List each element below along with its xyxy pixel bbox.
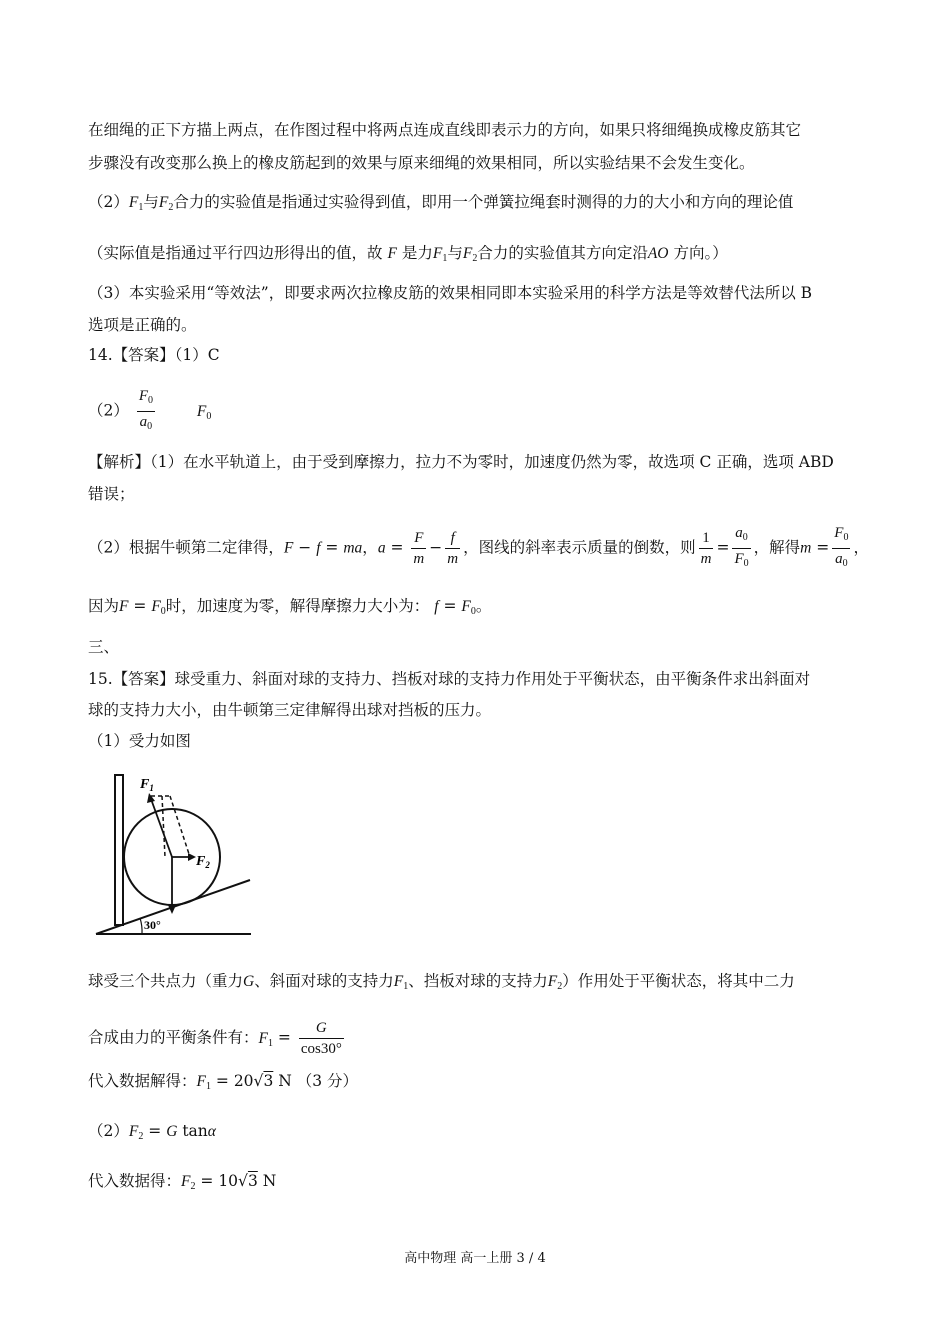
text-line: $(2)F_1$与$F_2$合力的实验值是指通过实验得到值，即用一个弹簧拉绳套时测得的力的大小和方向的理论值 (88, 193, 794, 213)
text-line: （2） $\frac{F_0}{a_0}$ $F_0$ (88, 386, 211, 437)
text-line: 因为$F = F_0$时，加速度为零，解得摩擦力大小为： $f = F_0$。 (88, 597, 492, 617)
text-line: 球受三个共点力（重力G、斜面对球的支持力$F_1$、挡板对球的支持力$F_2$）作用处于平衡状态，将其中二力 (88, 972, 795, 992)
text-line: 【解析】（1）在水平轨道上，由于受到摩擦力，拉力不为零时，加速度仍然为零，故选项 C 正确，选项 ABD (88, 453, 834, 471)
angle-label: 30° (144, 918, 161, 932)
section-heading: 三、 (88, 638, 120, 656)
text-line: 合成由力的平衡条件有：$F_1$ = $\frac{G}{\cos 30^\circ}$ (88, 1020, 342, 1057)
text-line: （3）本实验采用“等效法”，即要求两次拉橡皮筋的效果相同即本实验采用的科学方法是等效替代法所以 B (88, 284, 813, 302)
text-line: （1）受力如图 (88, 732, 191, 750)
text-line: 球的支持力大小，由牛顿第三定律解得出球对挡板的压力。 (88, 701, 492, 719)
answer-heading: 15.【答案】球受重力、斜面对球的支持力、挡板对球的支持力作用处于平衡状态，由平衡条件求出斜面对 (88, 670, 811, 688)
text-line: 选项是正确的。 (88, 316, 197, 334)
label-f1: $F_1$ (140, 777, 154, 793)
f1-arrow (147, 793, 155, 803)
force-diagram (88, 768, 258, 940)
text-line: 在细绳的正下方描上两点，在作图过程中将两点连成直线即表示力的方向，如果只将细绳换成橡皮筋其它 (88, 121, 802, 139)
text-line: （实际值是指通过平行四边形得出的值，故 F 是力$F_1$与$F_2$合力的实验值其方向定沿AO 方向。） (88, 244, 728, 264)
text-line: 步骤没有改变那么换上的橡皮筋起到的效果与原来细绳的效果相同，所以实验结果不会发生变化。 (88, 154, 755, 172)
text-line: 代入数据解得：$F_1 = 20√3$ N （3 分） (88, 1072, 359, 1092)
text-line: 代入数据得：$F_2 = 10√3$ N (88, 1172, 277, 1192)
label-f2: $F_2$ (196, 854, 210, 870)
text-line: 错误； (88, 485, 135, 503)
page-footer: 高中物理 高一上册 3 / 4 (404, 1251, 546, 1266)
answer-heading: 14.【答案】（1）C (88, 346, 220, 364)
gravity-arrow (168, 905, 176, 914)
baffle-plate (115, 775, 123, 925)
f2-arrow (188, 853, 196, 861)
fraction-f0-a0: $\frac{F_0}{a_0}$ (138, 388, 153, 432)
text-line: $(2)F_2 = G$ tanα (88, 1122, 216, 1142)
text-line: （2）根据牛顿第二定律得，F − f = ma，a = $\frac{F}{m}$ − $\frac{f}{m}$ ，图线的斜率表示质量的倒数，则 $\frac{1}{m}$ = $\frac{a_0}{F_0}$ ，解得m = $\frac{F_0}{a_0}$ ， (88, 525, 869, 569)
